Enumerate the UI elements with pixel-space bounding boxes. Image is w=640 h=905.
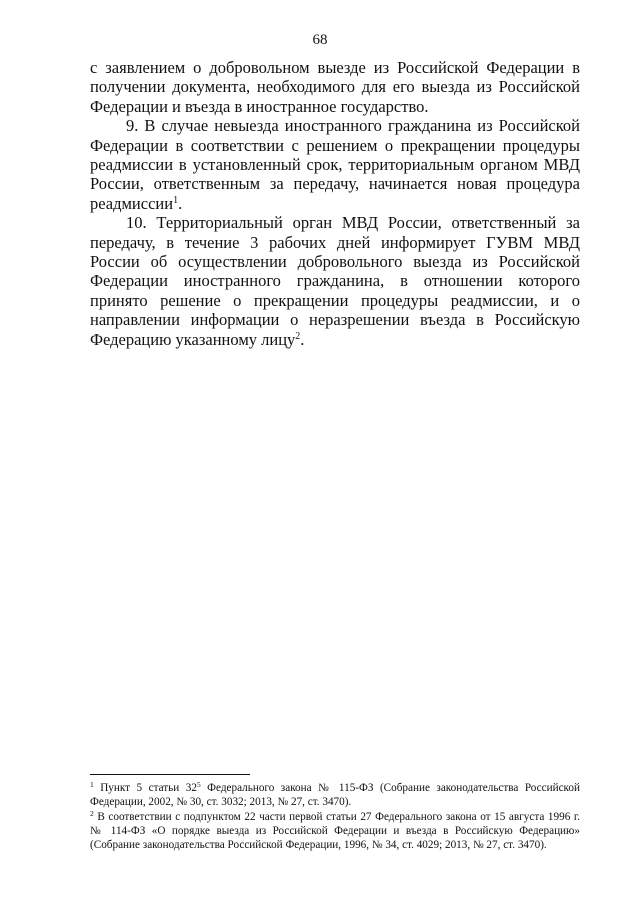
paragraph-10-text: 10. Территориальный орган МВД России, ответственный за передачу, в течение 3 рабочих дней информирует ГУВМ МВД России об осуществлении добровольного выезда из Российской Федерации иностранного гражданина, в отношении которого принято решение о прекращении процедуры реадмиссии, и о направлении информации о неразрешении въезда в Российскую Федерацию указанному лицу [90, 213, 580, 349]
paragraph-9-text: 9. В случае невыезда иностранного гражданина из Российской Федерации в соответствии с решением о прекращении процедуры реадмиссии в установленный срок, территориальным органом МВД России, ответственным за передачу, начинается новая процедура реадмиссии [90, 116, 580, 213]
footnote-2 [90, 810, 580, 853]
footnotes [90, 781, 580, 852]
paragraph-9 [90, 116, 580, 213]
footnote-2-marker: 2 [90, 808, 94, 818]
footnote-1 [90, 781, 580, 810]
footnote-2-text: В соответствии с подпунктом 22 части первой статьи 27 Федерального закона от 15 августа 1996 г. № 114-ФЗ «О порядке выезда из Российской Федерации и въезда в Российскую Федерацию» (Собрание законодательства Российской Федерации, 1996, № 34, ст. 4029; 2013, № 27, ст. 3470). [90, 810, 580, 852]
footnote-1-text-after: Федерального закона № 115-ФЗ (Собрание законодательства Российской Федерации, 2002, № 30, ст. 3032; 2013, № 27, ст. 3470). [90, 782, 580, 809]
footnote-divider [90, 774, 250, 775]
footnote-ref-1[interactable]: 1 [173, 194, 179, 206]
page-number: 68 [312, 32, 328, 48]
footnote-1-text-before: Пункт 5 статьи 32 [93, 782, 197, 794]
footnote-ref-2[interactable]: 2 [295, 330, 301, 342]
document-body [90, 58, 580, 349]
paragraph-10 [90, 213, 580, 349]
paragraph-continued: с заявлением о добровольном выезде из Российской Федерации в получении документа, необходимого для его выезда из Российской Федерации и въезда в иностранное государство. [90, 58, 580, 116]
paragraph-10-end: . [300, 329, 305, 349]
footnote-1-article-superscript: 5 [196, 780, 201, 789]
paragraph-9-end: . [178, 193, 183, 213]
footnote-1-marker: 1 [90, 780, 94, 789]
